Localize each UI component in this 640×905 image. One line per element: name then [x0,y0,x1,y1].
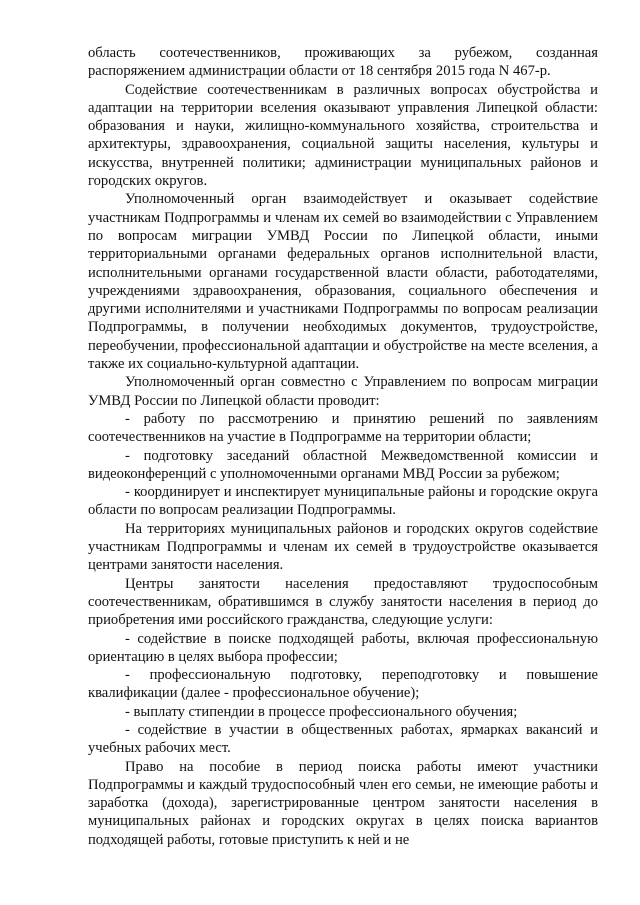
document-page [88,44,598,849]
list-item-public-works: - содействие в участии в общественных работах, ярмарках вакансий и учебных рабочих мест. [88,721,598,757]
paragraph-joint-activities-intro: Уполномоченный орган совместно с Управлением по вопросам миграции УМВД России по Липецкой области проводит: [88,374,598,409]
paragraph-authorized-body-interaction: Уполномоченный орган взаимодействует и оказывает содействие участникам Подпрограммы и членам их семей во взаимодействии с Управлением по вопросам миграции УМВД России по Липецкой области, иными территориальными органами федеральных органов исполнительной власти, исполнительными органами государственной власти области, работодателями, учреждениями здравоохранения, образования, социального обеспечения и другими исполнителями и участниками Подпрограммы по вопросам реализации Подпрограммы, в получении необходимых документов, трудоустройстве, переобучении, профессиональной адаптации и обустройстве на месте вселения, а также их социально-культурной адаптации. [88,191,598,373]
list-item-job-search: - содействие в поиске подходящей работы, включая профессиональную ориентацию в целях выбора профессии; [88,630,598,665]
paragraph-assistance-departments: Содействие соотечественникам в различных вопросах обустройства и адаптации на территории вселения оказывают управления Липецкой области: образования и науки, жилищно-коммунального хозяйства, строительства и архитектуры, здравоохранения, социальной защиты населения, культуры и искусства, внутренней политики; администрации муниципальных районов и городских округов. [88,81,598,190]
list-item-training: - профессиональную подготовку, переподготовку и повышение квалификации (далее - профессиональное обучение); [88,667,598,702]
paragraph-continuation: область соотечественников, проживающих за рубежом, созданная распоряжением администрации области от 18 сентября 2015 года N 467-р. [88,45,598,80]
paragraph-services-intro: Центры занятости населения предоставляют трудоспособным соотечественникам, обратившимся в службу занятости населения в период до приобретения ими российского гражданства, следующие услуги: [88,575,598,629]
list-item-stipend: - выплату стипендии в процессе профессионального обучения; [125,703,518,720]
list-item-commission: - подготовку заседаний областной Межведомственной комиссии и видеоконференций с уполномоченными органами МВД России за рубежом; [88,447,598,482]
paragraph-unemployment-benefit: Право на пособие в период поиска работы имеют участники Подпрограммы и каждый трудоспособный член его семьи, не имеющие работы и заработка (дохода), зарегистрированные центром занятости населения в муниципальных районах и городских округах в целях поиска вариантов подходящей работы, готовые приступить к ней и не [88,758,598,848]
list-item-applications: - работу по рассмотрению и принятию решений по заявлениям соотечественников на участие в Подпрограмме на территории области; [88,410,598,446]
paragraph-employment-centers: На территориях муниципальных районов и городских округов содействие участникам Подпрограммы и членам их семей в трудоустройстве оказывается центрами занятости населения. [88,520,598,574]
list-item-coordination: - координирует и инспектирует муниципальные районы и городские округа области по вопросам реализации Подпрограммы. [88,484,598,519]
